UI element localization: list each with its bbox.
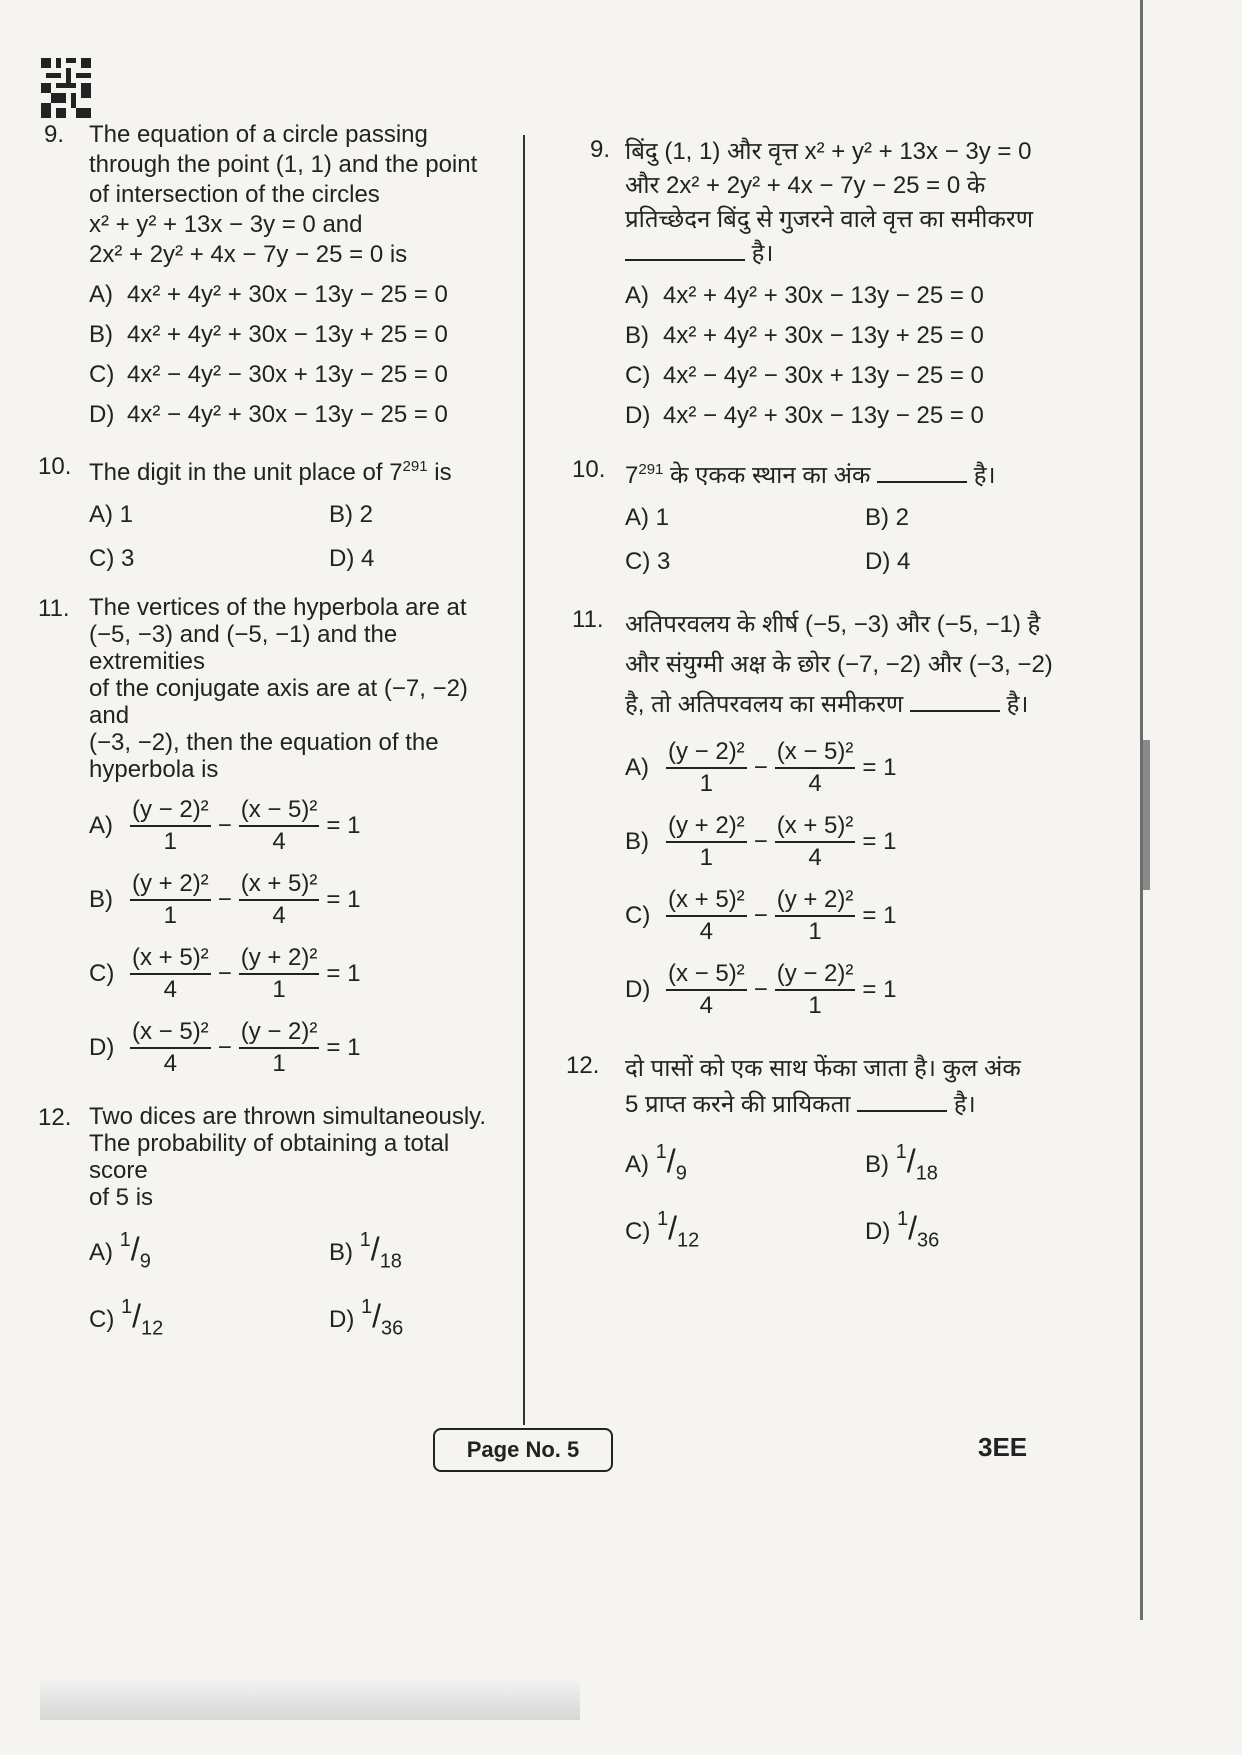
question-number: 9. <box>590 136 611 163</box>
question-text-line: है। <box>625 237 1060 271</box>
fraction: $^1/_{36}$ <box>361 1296 404 1340</box>
question-number: 12. <box>38 1104 72 1131</box>
option-a[interactable]: A) 1 <box>625 504 670 531</box>
option-b[interactable]: B) 2 <box>329 501 374 528</box>
scan-shadow <box>40 1680 580 1720</box>
qr-code-icon <box>40 58 92 118</box>
question-10-hindi <box>572 455 1060 577</box>
option-a[interactable]: A) $\frac{\text{(y − 2)²}}{1}$ − $\frac{\text{(x − 5)²}}{4}$ = 1 <box>89 796 361 855</box>
option-c[interactable]: C) $^1/_{12}$ <box>89 1296 164 1340</box>
question-text-line: The probability of obtaining a total score <box>89 1130 450 1184</box>
fraction: $^1/_{12}$ <box>657 1208 700 1252</box>
question-number: 11. <box>572 606 604 633</box>
option-c[interactable]: C) 4x² − 4y² − 30x + 13y − 25 = 0 <box>89 361 448 388</box>
question-text-line: और संयुग्मी अक्ष के छोर (−7, −2) और (−3, −2) <box>625 651 1053 678</box>
option-b[interactable]: B) 4x² + 4y² + 30x − 13y + 25 = 0 <box>89 321 448 348</box>
question-text-line: अतिपरवलय के शीर्ष (−5, −3) और (−5, −1) है <box>625 611 1041 638</box>
question-text-line: of the conjugate axis are at (−7, −2) and <box>89 675 468 729</box>
fraction: $^1/_{36}$ <box>897 1208 940 1252</box>
option-d[interactable]: D) $\frac{\text{(x − 5)²}}{4}$ − $\frac{\text{(y − 2)²}}{1}$ = 1 <box>89 1018 361 1077</box>
answer-blank <box>857 1088 947 1112</box>
question-text-line: of intersection of the circles <box>89 181 380 208</box>
question-text-line: प्रतिच्छेदन बिंदु से गुजरने वाले वृत्त का समीकरण <box>625 206 1034 233</box>
fraction: $\frac{\text{(y + 2)²}}{1}$ <box>132 870 209 929</box>
fraction: $^1/_{12}$ <box>121 1296 164 1340</box>
fraction: $\frac{\text{(y + 2)²}}{1}$ <box>776 886 854 945</box>
fraction: $\frac{\text{(y − 2)²}}{1}$ <box>668 738 745 797</box>
fraction: $^1/_9$ <box>119 1229 151 1273</box>
question-10 <box>38 452 514 574</box>
question-text-line: (−3, −2), then the equation of the <box>89 729 439 756</box>
option-d[interactable]: D) 4x² − 4y² + 30x − 13y − 25 = 0 <box>625 402 984 429</box>
option-a[interactable]: A) $\frac{\text{(y − 2)²}}{1}$ − $\frac{\text{(x − 5)²}}{4}$ = 1 <box>625 738 897 797</box>
option-d[interactable]: D) $\frac{\text{(x − 5)²}}{4}$ − $\frac{\text{(y − 2)²}}{1}$ = 1 <box>625 960 897 1019</box>
option-c[interactable]: C) $^1/_{12}$ <box>625 1208 700 1252</box>
question-number: 9. <box>44 121 65 148</box>
option-b[interactable]: B) $\frac{\text{(y + 2)²}}{1}$ − $\frac{\text{(x + 5)²}}{4}$ = 1 <box>625 812 897 871</box>
fraction: $^1/_{18}$ <box>895 1141 938 1185</box>
question-number: 10. <box>572 456 606 483</box>
answer-blank <box>625 237 745 261</box>
question-text-line: x² + y² + 13x − 3y = 0 and <box>89 211 363 238</box>
question-text-line: (−5, −3) and (−5, −1) and the extremities <box>89 621 398 675</box>
fraction: $\frac{\text{(y − 2)²}}{1}$ <box>132 796 209 855</box>
answer-blank <box>910 688 1000 712</box>
option-b[interactable]: B) $\frac{\text{(y + 2)²}}{1}$ − $\frac{\text{(x + 5)²}}{4}$ = 1 <box>89 870 361 929</box>
option-b[interactable]: B) $^1/_{18}$ <box>329 1229 402 1273</box>
question-text-line: of 5 is <box>89 1184 154 1211</box>
fraction: $\frac{\text{(x − 5)²}}{4}$ <box>776 738 854 797</box>
paper-code: 3EE <box>978 1432 1028 1462</box>
question-text-line: 2x² + 2y² + 4x − 7y − 25 = 0 is <box>89 241 408 268</box>
option-d[interactable]: D) 4x² − 4y² + 30x − 13y − 25 = 0 <box>89 401 448 428</box>
option-b[interactable]: B) $^1/_{18}$ <box>865 1141 938 1185</box>
fraction: $\frac{\text{(x + 5)²}}{4}$ <box>776 812 854 871</box>
option-c[interactable]: C) 3 <box>625 548 671 575</box>
hindi-column <box>566 135 1060 1256</box>
option-c[interactable]: C) $\frac{\text{(x + 5)²}}{4}$ − $\frac{\text{(y + 2)²}}{1}$ = 1 <box>625 886 897 945</box>
question-text-line: बिंदु (1, 1) और वृत्त x² + y² + 13x − 3y = 0 <box>625 138 1032 165</box>
question-number: 12. <box>566 1052 600 1079</box>
fraction: $\frac{\text{(x − 5)²}}{4}$ <box>668 960 745 1019</box>
fraction: $\frac{\text{(y + 2)²}}{1}$ <box>668 812 745 871</box>
question-number: 10. <box>38 453 72 480</box>
question-9 <box>44 120 514 430</box>
fraction: $\frac{\text{(x + 5)²}}{4}$ <box>240 870 318 929</box>
question-text: The digit in the unit place of $7^{291}$ is <box>89 458 452 486</box>
option-b[interactable]: B) 2 <box>865 504 910 531</box>
question-12-hindi <box>566 1051 1060 1256</box>
option-b[interactable]: B) 4x² + 4y² + 30x − 13y + 25 = 0 <box>625 322 984 349</box>
option-c[interactable]: C) $\frac{\text{(x + 5)²}}{4}$ − $\frac{\text{(y + 2)²}}{1}$ = 1 <box>89 944 361 1003</box>
option-a[interactable]: A) 4x² + 4y² + 30x − 13y − 25 = 0 <box>89 281 448 308</box>
option-d[interactable]: D) $^1/_{36}$ <box>865 1208 940 1252</box>
question-9-hindi <box>580 135 1060 431</box>
option-a[interactable]: A) $^1/_9$ <box>625 1141 687 1185</box>
answer-blank <box>877 459 967 483</box>
fraction: $\frac{\text{(y − 2)²}}{1}$ <box>776 960 854 1019</box>
question-12 <box>38 1103 514 1344</box>
question-text-line: है, तो अतिपरवलय का समीकरण है। <box>625 685 1060 725</box>
page-number: Page No. 5 <box>433 1428 613 1472</box>
fraction: $\frac{\text{(x + 5)²}}{4}$ <box>668 886 745 945</box>
question-text-line: The equation of a circle passing <box>89 121 428 148</box>
question-text-line: hyperbola is <box>89 756 219 783</box>
question-text-line: through the point (1, 1) and the point <box>89 151 478 178</box>
fraction: $\frac{\text{(y − 2)²}}{1}$ <box>240 1018 318 1077</box>
question-text-line: दो पासों को एक साथ फेंका जाता है। कुल अंक <box>625 1055 1021 1082</box>
option-d[interactable]: D) 4 <box>329 545 375 572</box>
question-text-line: 5 प्राप्त करने की प्रायिकता है। <box>625 1087 1060 1123</box>
option-a[interactable]: A) 4x² + 4y² + 30x − 13y − 25 = 0 <box>625 282 984 309</box>
question-text: $7^{291}$ के एकक स्थान का अंक है। <box>625 461 996 489</box>
question-number: 11. <box>38 595 70 622</box>
page-edge-clip <box>1143 740 1150 890</box>
fraction: $^1/_9$ <box>655 1141 687 1185</box>
question-text-line: The vertices of the hyperbola are at <box>89 594 467 621</box>
fraction: $\frac{\text{(x − 5)²}}{4}$ <box>132 1018 209 1077</box>
option-d[interactable]: D) $^1/_{36}$ <box>329 1296 404 1340</box>
question-text-line: और 2x² + 2y² + 4x − 7y − 25 = 0 के <box>625 172 986 199</box>
english-column <box>38 120 514 1344</box>
fraction: $\frac{\text{(x − 5)²}}{4}$ <box>240 796 318 855</box>
option-c[interactable]: C) 4x² − 4y² − 30x + 13y − 25 = 0 <box>625 362 984 389</box>
question-text-line: Two dices are thrown simultaneously. <box>89 1103 487 1130</box>
fraction: $\frac{\text{(x + 5)²}}{4}$ <box>132 944 209 1003</box>
question-11 <box>38 594 514 1079</box>
fraction: $\frac{\text{(y + 2)²}}{1}$ <box>240 944 318 1003</box>
option-a[interactable]: A) $^1/_9$ <box>89 1229 151 1273</box>
option-c[interactable]: C) 3 <box>89 545 135 572</box>
option-a[interactable]: A) 1 <box>89 501 134 528</box>
option-d[interactable]: D) 4 <box>865 548 911 575</box>
question-11-hindi <box>572 605 1060 1021</box>
fraction: $^1/_{18}$ <box>359 1229 402 1273</box>
